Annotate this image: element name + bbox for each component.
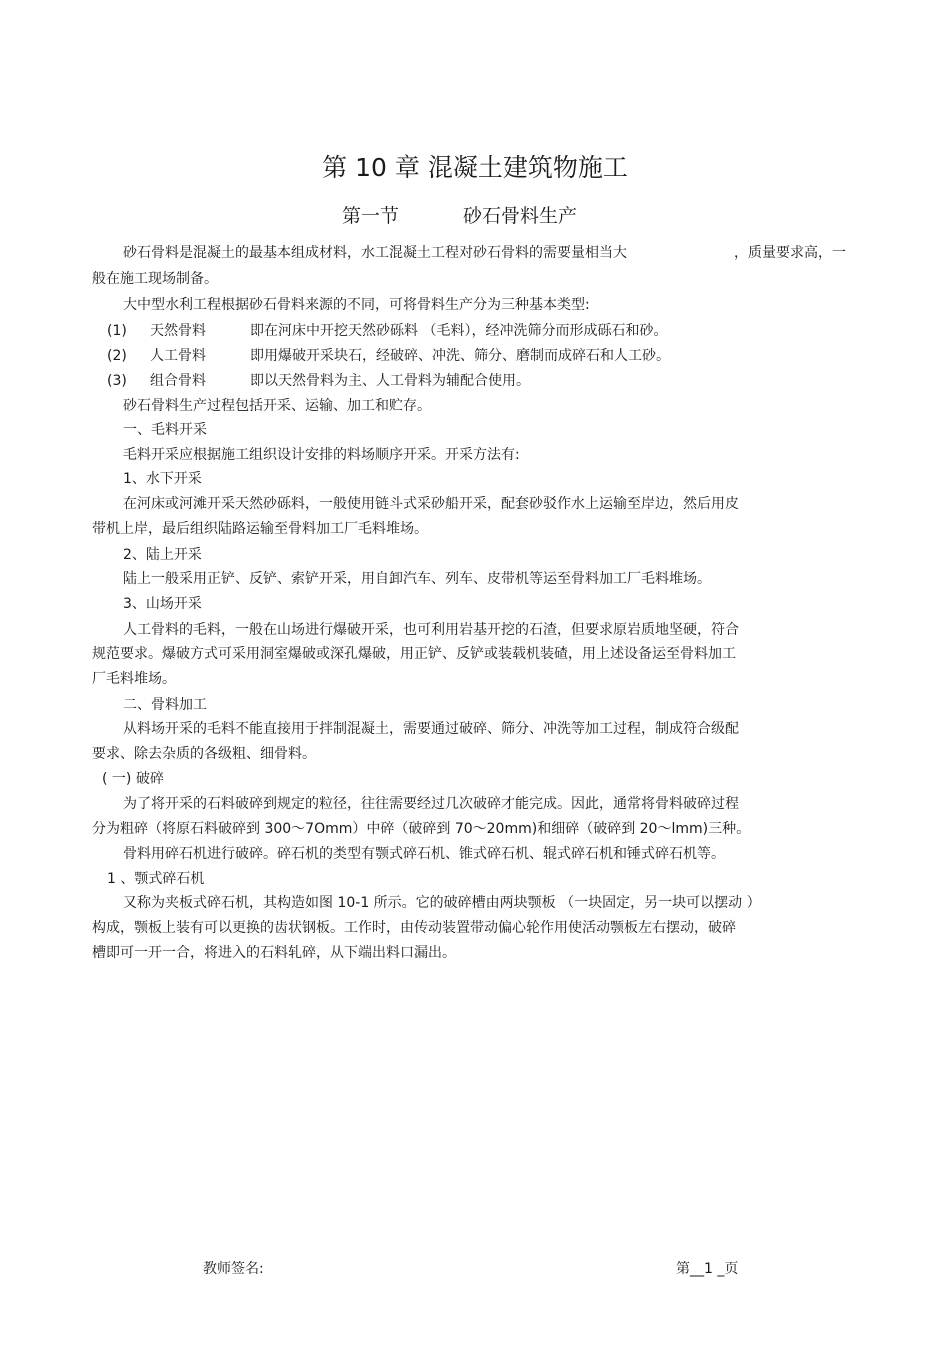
heading-line: 1、水下开采 [123,471,202,487]
type-desc: 即在河床中开挖天然砂砾料 （毛料），经冲洗筛分而形成砾石和砂。 [250,323,668,339]
heading-line: 2、陆上开采 [123,547,202,563]
paragraph-line: 砂石骨料是混凝土的最基本组成材料，水工混凝土工程对砂石骨料的需要量相当大 [123,245,627,261]
body-line: 又称为夹板式碎石机，其构造如图 10-1 所示。它的破碎槽由两块颚板 （一块固定，另一块可以摆动 ） [123,895,761,911]
body-line: 规范要求。爆破方式可采用洞室爆破或深孔爆破，用正铲、反铲或装载机装碴，用上述设备运至骨料加工 [92,646,736,662]
type-name: 天然骨料 [150,323,206,339]
heading-line: 3、山场开采 [123,596,202,612]
heading-line: 1 、颚式碎石机 [107,871,205,887]
body-line: 砂石骨料生产过程包括开采、运输、加工和贮存。 [123,398,431,414]
body-line: 人工骨料的毛料，一般在山场进行爆破开采，也可利用岩基开挖的石渣，但要求原岩质地坚硬，符合 [123,622,739,638]
section-title: 砂石骨料生产 [463,205,578,227]
body-line: 从料场开采的毛料不能直接用于拌制混凝土，需要通过破碎、筛分、冲洗等加工过程，制成符合级配 [123,721,739,737]
body-line: 带机上岸，最后组织陆路运输至骨料加工厂毛料堆场。 [92,521,428,537]
heading-line: 二、骨料加工 [123,697,207,713]
body-line: 槽即可一开一合，将进入的石料轧碎，从下端出料口漏出。 [92,945,456,961]
body-line: 陆上一般采用正铲、反铲、索铲开采，用自卸汽车、列车、皮带机等运至骨料加工厂毛料堆场。 [123,571,711,587]
body-line: 厂毛料堆场。 [92,671,176,687]
type-name: 人工骨料 [150,348,206,364]
type-desc: 即以天然骨料为主、人工骨料为辅配合使用。 [250,373,530,389]
heading-line: ( 一) 破碎 [102,771,164,787]
chapter-title: 第 10 章 混凝土建筑物施工 [322,153,628,182]
type-desc: 即用爆破开采块石，经破碎、冲洗、筛分、磨制而成碎石和人工砂。 [250,348,670,364]
teacher-signature-label: 教师签名: [203,1261,264,1277]
body-line: 为了将开采的石料破碎到规定的粒径，往往需要经过几次破碎才能完成。因此，通常将骨料破碎过程 [123,796,739,812]
body-line: 构成，颚板上装有可以更换的齿状钢板。工作时，由传动装置带动偏心轮作用使活动颚板左右摆动，破碎 [92,920,736,936]
type-number: (3) [107,373,127,389]
paragraph-line: 般在施工现场制备。 [92,271,218,287]
body-line: 毛料开采应根据施工组织设计安排的料场顺序开采。开采方法有: [123,447,520,463]
section-number: 第一节 [342,205,400,227]
paragraph-line: 大中型水利工程根据砂石骨料来源的不同，可将骨料生产分为三种基本类型: [123,297,590,313]
type-name: 组合骨料 [150,373,206,389]
body-line: 骨料用碎石机进行破碎。碎石机的类型有颚式碎石机、锥式碎石机、辊式碎石机和锤式碎石机等。 [123,846,725,862]
body-line: 在河床或河滩开采天然砂砾料，一般使用链斗式采砂船开采，配套砂驳作水上运输至岸边，然后用皮 [123,496,739,512]
paragraph-line: ，质量要求高，一 [734,245,846,261]
body-line: 分为粗碎（将原石料破碎到 300～7Omm）中碎（破碎到 70～20mm)和细碎（破碎到 20～lmm)三种。 [92,821,751,837]
body-line: 要求、除去杂质的各级粗、细骨料。 [92,746,316,762]
type-number: (1) [107,323,127,339]
page-number: 第__1 _页 [676,1261,739,1277]
type-number: (2) [107,348,127,364]
heading-line: 一、毛料开采 [123,422,207,438]
